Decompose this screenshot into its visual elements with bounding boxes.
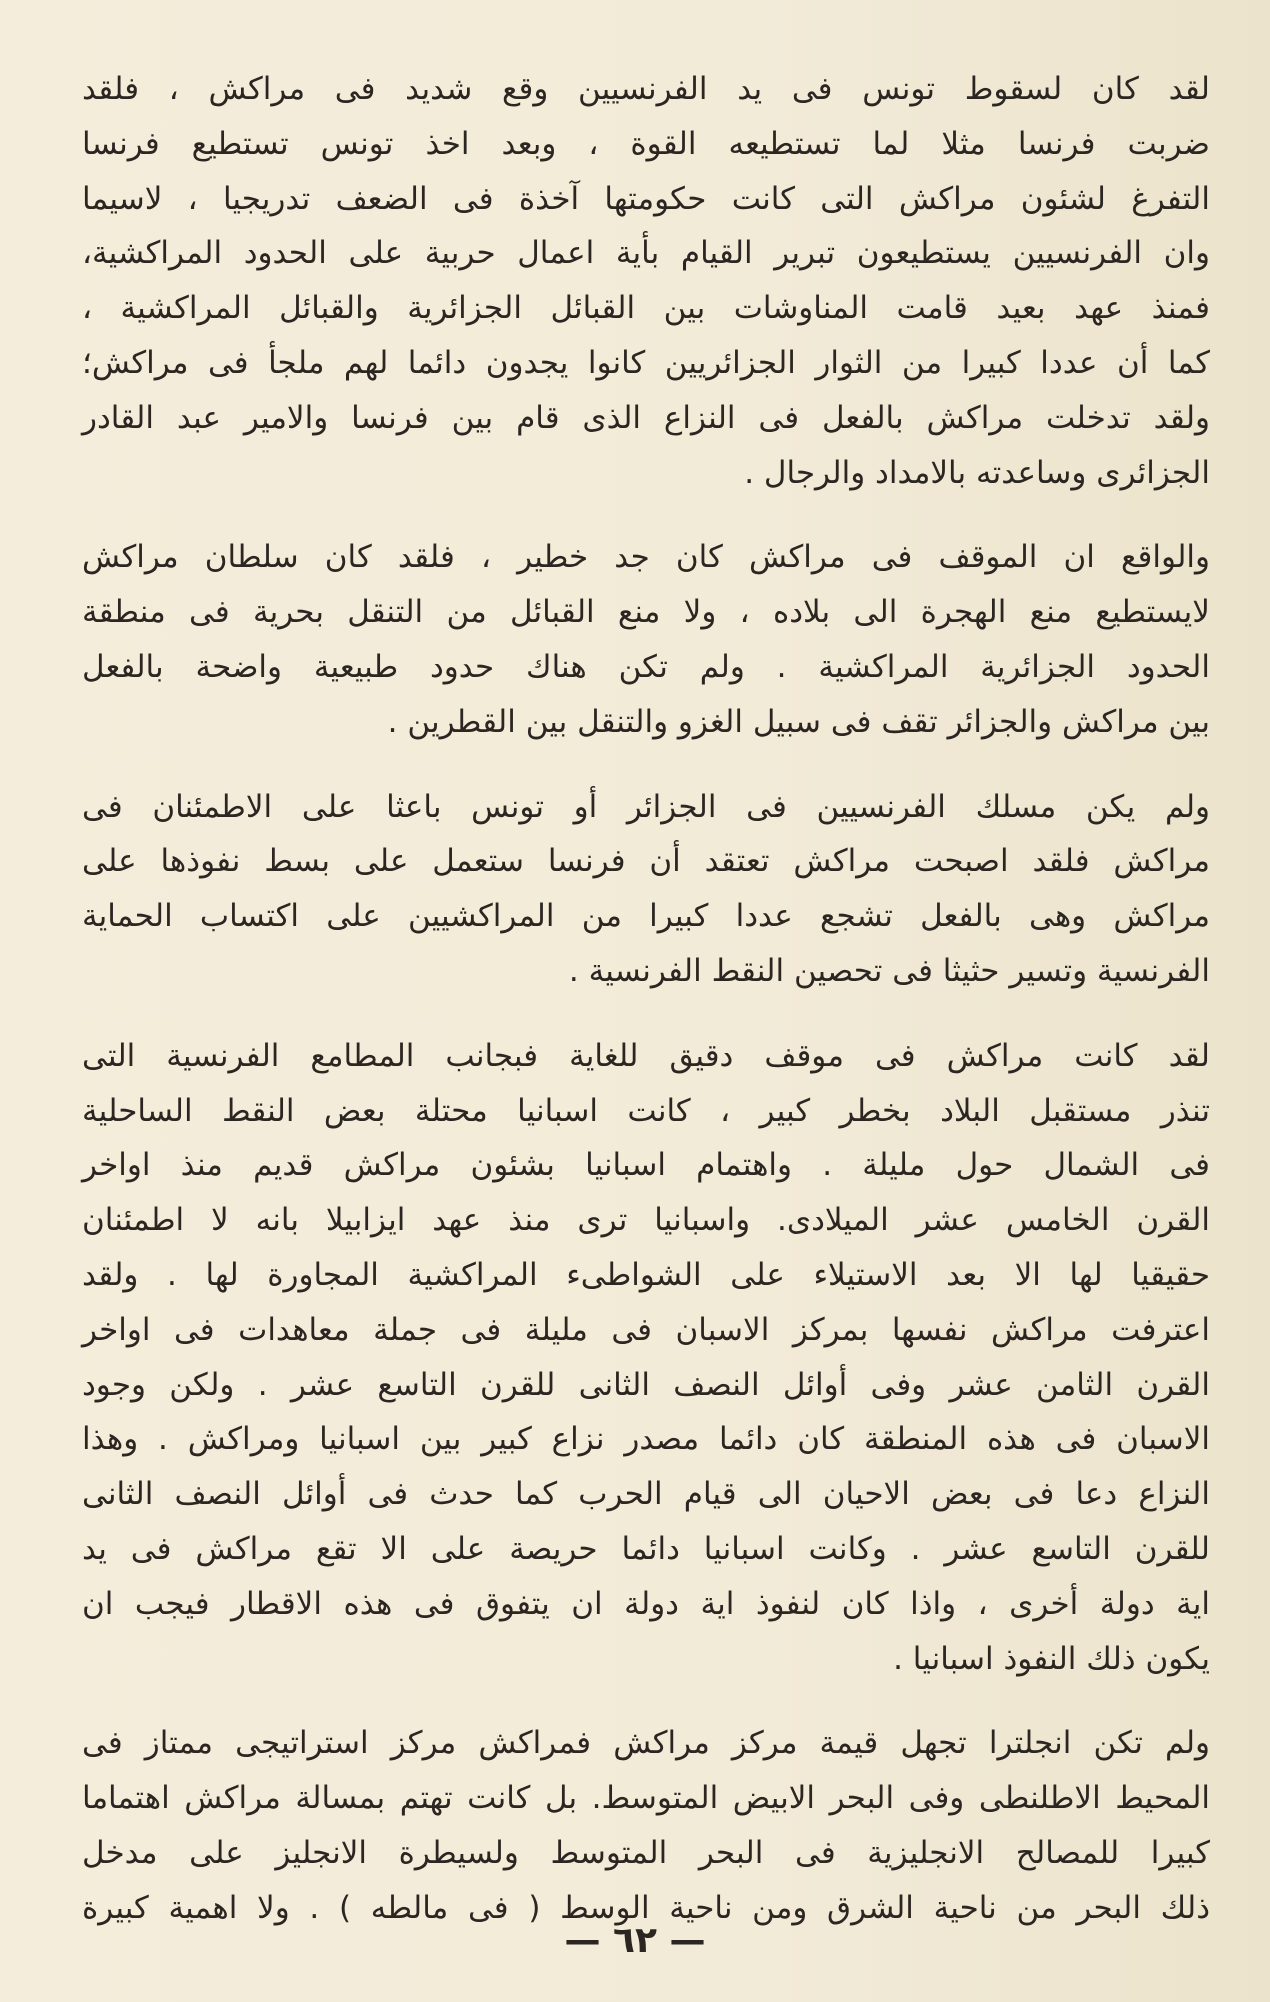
text-line: كبيرا للمصالح الانجليزية فى البحر المتوسط ولسيطرة الانجليز على مدخل [82,1834,1210,1871]
text-line: المحيط الاطلنطى وفى البحر الابيض المتوسط. بل كانت تهتم بمسالة مراكش اهتماما [82,1780,1210,1817]
text-line: التفرغ لشئون مراكش التى كانت حكومتها آخذة فى الضعف تدريجيا ، لاسيما [82,180,1210,217]
text-line: يكون ذلك النفوذ اسبانيا . [893,1640,1210,1677]
text-line: الجزائرى وساعدته بالامداد والرجال . [744,454,1210,491]
text-line: حقيقيا لها الا بعد الاستيلاء على الشواطىء المراكشية المجاورة لها . ولقد [82,1256,1210,1293]
text-line: الفرنسية وتسير حثيثا فى تحصين النقط الفرنسية . [568,952,1210,989]
text-line: الحدود الجزائرية المراكشية . ولم تكن هناك حدود طبيعية واضحة بالفعل [82,648,1210,685]
text-line: للقرن التاسع عشر . وكانت اسبانيا دائما حريصة على الا تقع مراكش فى يد [82,1530,1210,1567]
text-line: بين مراكش والجزائر تقف فى سبيل الغزو والتنقل بين القطرين . [387,703,1210,740]
text-line: لقد كان لسقوط تونس فى يد الفرنسيين وقع شديد فى مراكش ، فلقد [82,71,1210,107]
paragraph-5 [82,1716,1210,1935]
paragraph-2 [82,530,1210,749]
text-line: ولقد تدخلت مراكش بالفعل فى النزاع الذى قام بين فرنسا والامير عبد القادر [82,399,1210,436]
text-line: فى الشمال حول مليلة . واهتمام اسبانيا بشئون مراكش قديم منذ اواخر [82,1147,1210,1184]
text-line: اية دولة أخرى ، واذا كان لنفوذ اية دولة ان يتفوق فى هذه الاقطار فيجب ان [82,1585,1210,1622]
text-line: الاسبان فى هذه المنطقة كان دائما مصدر نزاع كبير بين اسبانيا ومراكش . وهذا [82,1421,1210,1458]
text-line: النزاع دعا فى بعض الاحيان الى قيام الحرب كما حدث فى أوائل النصف الثانى [82,1476,1210,1513]
text-line: ولم يكن مسلك الفرنسيين فى الجزائر أو تونس باعثا على الاطمئنان فى [82,788,1210,825]
page-body-text [82,62,1210,1966]
text-line: تنذر مستقبل البلاد بخطر كبير ، كانت اسبانيا محتلة بعض النقط الساحلية [82,1092,1210,1129]
text-line: القرن الثامن عشر وفى أوائل النصف الثانى للقرن التاسع عشر . ولكن وجود [82,1366,1210,1403]
text-line: وان الفرنسيين يستطيعون تبرير القيام بأية اعمال حربية على الحدود المراكشية، [82,235,1210,272]
text-line: ذلك البحر من ناحية الشرق ومن ناحية الوسط ( فى مالطه ) . ولا اهمية كبيرة [82,1889,1210,1926]
text-line: مراكش وهى بالفعل تشجع عددا كبيرا من المراكشيين على اكتساب الحماية [82,898,1210,935]
text-line: القرن الخامس عشر الميلادى. واسبانيا ترى منذ عهد ايزابيلا بانه لا اطمئنان [82,1202,1210,1239]
text-line: اعترفت مراكش نفسها بمركز الاسبان فى مليلة فى جملة معاهدات فى اواخر [82,1311,1210,1348]
text-line: والواقع ان الموقف فى مراكش كان جد خطير ، فلقد كان سلطان مراكش [82,539,1210,576]
page-number: — ٦٢ — [564,1920,706,1961]
paragraph-1 [82,62,1210,500]
text-line: ضربت فرنسا مثلا لما تستطيعه القوة ، وبعد اخذ تونس تستطيع فرنسا [82,125,1210,162]
text-line: كما أن عددا كبيرا من الثوار الجزائريين كانوا يجدون دائما لهم ملجأ فى مراكش؛ [82,344,1210,381]
paragraph-3 [82,780,1210,999]
text-line: ولم تكن انجلترا تجهل قيمة مركز مراكش فمراكش مركز استراتيجى ممتاز فى [82,1725,1210,1762]
text-line: مراكش فلقد اصبحت مراكش تعتقد أن فرنسا ستعمل على بسط نفوذها على [82,843,1210,880]
text-line: لقد كانت مراكش فى موقف دقيق للغاية فبجانب المطامع الفرنسية التى [82,1037,1210,1074]
text-line: فمنذ عهد بعيد قامت المناوشات بين القبائل الجزائرية والقبائل المراكشية ، [82,290,1210,327]
paragraph-4 [82,1029,1210,1687]
text-line: لايستطيع منع الهجرة الى بلاده ، ولا منع القبائل من التنقل بحرية فى منطقة [82,594,1210,631]
